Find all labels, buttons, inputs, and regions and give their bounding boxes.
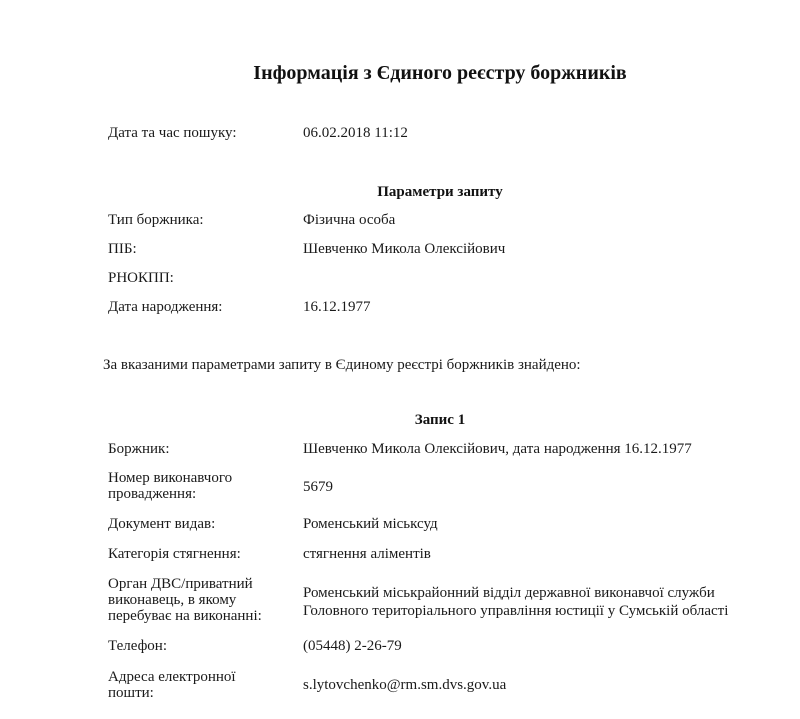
record-label-email: Адреса електронної пошти: xyxy=(108,669,236,701)
record-value-enforcement-body: Роменський міськрайонний відділ державної виконавчої служби Головного територіального управління юстиції у Сумській області xyxy=(303,585,729,619)
document-title: Інформація з Єдиного реєстру боржників xyxy=(253,62,627,84)
param-value-birth-date: 16.12.1977 xyxy=(303,299,371,315)
param-value-full-name: Шевченко Микола Олексійович xyxy=(303,241,506,257)
param-label-full-name: ПІБ: xyxy=(108,241,137,257)
query-params-heading: Параметри запиту xyxy=(377,184,503,200)
record-label-collection-category: Категорія стягнення: xyxy=(108,546,241,562)
record-label-enforcement-body: Орган ДВС/приватний виконавець, в якому перебуває на виконанні: xyxy=(108,576,262,624)
record-label-debtor: Боржник: xyxy=(108,441,170,457)
record-value-debtor: Шевченко Микола Олексійович, дата народження 16.12.1977 xyxy=(303,441,692,457)
param-label-tax-id: РНОКПП: xyxy=(108,270,174,286)
search-datetime-label: Дата та час пошуку: xyxy=(108,125,237,141)
record-label-phone: Телефон: xyxy=(108,638,167,654)
result-intro-text: За вказаними параметрами запиту в Єдиному реєстрі боржників знайдено: xyxy=(103,357,581,373)
param-value-debtor-type: Фізична особа xyxy=(303,212,396,228)
record-value-phone: (05448) 2-26-79 xyxy=(303,638,402,654)
record-label-proceeding-number: Номер виконавчого провадження: xyxy=(108,470,233,502)
record-value-collection-category: стягнення аліментів xyxy=(303,546,431,562)
record-value-issued-by: Роменський міськсуд xyxy=(303,516,438,532)
param-label-debtor-type: Тип боржника: xyxy=(108,212,204,228)
record-value-email: s.lytovchenko@rm.sm.dvs.gov.ua xyxy=(303,677,507,693)
search-datetime-value: 06.02.2018 11:12 xyxy=(303,125,408,141)
record-value-proceeding-number: 5679 xyxy=(303,479,333,495)
param-label-birth-date: Дата народження: xyxy=(108,299,223,315)
record-heading: Запис 1 xyxy=(414,412,466,428)
record-label-issued-by: Документ видав: xyxy=(108,516,216,532)
